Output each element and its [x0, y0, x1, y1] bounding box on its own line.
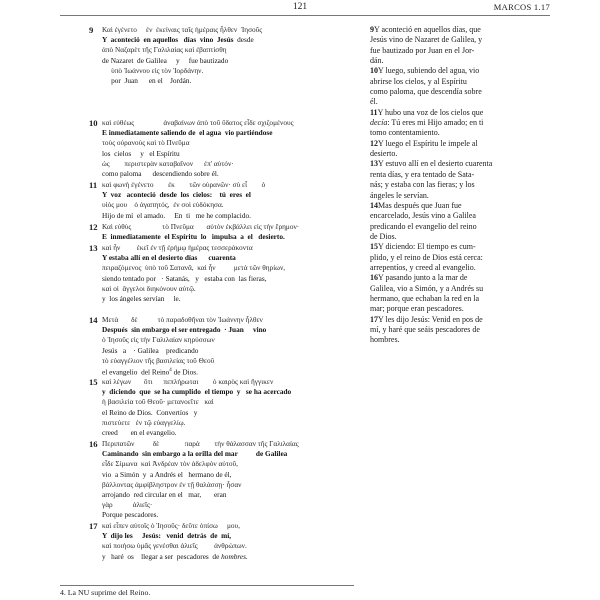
line-text: Μετὰ δὲ τὸ παραδοθῆναι τὸν Ἰωάννην ἦλθεν [102, 315, 263, 324]
line-text: Después sin embargo el ser entregado · Juan vino [102, 325, 267, 335]
verse-block-14 [89, 315, 364, 378]
line-text: Jesús vino de Nazaret de Galilea, y [370, 35, 483, 45]
line-text: ὡς περιστερὰν καταβαῖνον ἐπ' αὐτόν· [102, 158, 234, 168]
line-text: Y pasando junto a la mar de [378, 273, 468, 283]
line-text: υἱός μου ὁ ἀγαπητός, ἐν σοὶ εὐδόκησα. [102, 200, 224, 210]
spanish-gloss-line [102, 253, 364, 263]
footnote-marker: 4 [169, 368, 172, 374]
line-text: E inmediatamente saliendo de el agua vio partiéndose [102, 128, 273, 138]
line-text: καὶ εἶπεν αὐτοῖς ὁ Ἰησοῦς· δεῦτε ὀπίσω μου, [102, 521, 240, 530]
spanish-gloss-line [102, 274, 364, 284]
line-text: creed en el evangelio. [102, 428, 177, 438]
spanish-gloss-line [102, 190, 364, 200]
translation-verse-number: 13 [370, 159, 378, 169]
line-text: Hijo de mí el amado. En ti me he complacido. [102, 210, 251, 220]
translation-line [370, 273, 550, 283]
spanish-gloss-line [102, 128, 364, 138]
italic-word: hombres. [221, 551, 248, 561]
line-text: γὰρ ἁλιεῖς· [102, 500, 153, 510]
greek-line [102, 541, 364, 551]
line-text: Y aconteció en aquellos días vino Jesús [102, 35, 238, 45]
line-text: Περιπατῶν δὲ παρὰ τὴν θάλασσαν τῆς Γαλιλαίας [102, 439, 299, 448]
spanish-gloss-line [102, 346, 364, 356]
line-tail: desde [237, 35, 254, 45]
page-number: 121 [292, 2, 308, 12]
verse-block-13 [89, 243, 364, 304]
italic-word: decía [370, 118, 388, 128]
line-text: el Reino de Dios. Convertíos y [102, 407, 198, 417]
translation-line [370, 325, 550, 335]
line-text: los cielos y el Espíritu [102, 148, 180, 158]
spanish-gloss-line [102, 408, 364, 418]
spanish-gloss-line [102, 490, 364, 500]
line-text: de Dios. [370, 231, 397, 241]
greek-line [102, 180, 364, 190]
spanish-gloss-line [102, 470, 364, 480]
verse-number: 14 [89, 315, 98, 325]
verse-block-9 [89, 25, 364, 86]
line-text: hombres. [370, 335, 400, 345]
translation-line [370, 263, 550, 273]
greek-line [102, 356, 364, 366]
greek-line [102, 397, 364, 407]
line-text: arrepentíos, y creed al evangelio. [370, 262, 476, 272]
greek-line [102, 284, 364, 294]
spanish-gloss-line [102, 211, 364, 221]
translation-line [370, 253, 550, 263]
greek-line [102, 418, 364, 428]
footnote: 4. La NU suprime del Reino. [60, 588, 151, 597]
line-text: Mas después que Juan fue [378, 200, 462, 210]
verse-number: 17 [89, 521, 98, 531]
line-text: plido, y el reino de Dios está cerca: [370, 252, 483, 262]
greek-line [102, 377, 364, 387]
line-text: : Tú eres mi Hijo amado; en ti [387, 118, 484, 128]
translation-verse-number: 9 [370, 25, 374, 34]
line-text: καὶ ποιήσω ὑμᾶς γενέσθαι ἁλιεῖς ἀνθρώπων. [102, 541, 247, 551]
line-text: él. [370, 97, 378, 107]
line-text: y los ángeles servían le. [102, 294, 181, 304]
greek-line [102, 243, 364, 253]
greek-line [102, 263, 364, 273]
verse-block-15 [89, 377, 364, 438]
line-text: Y hubo una voz de los cielos que [377, 107, 484, 117]
spanish-gloss-line [102, 169, 364, 179]
translation-line [370, 232, 550, 242]
line-text: ángeles le servían. [370, 190, 429, 200]
translation-line [370, 242, 550, 252]
verse-number: 16 [89, 439, 98, 449]
spanish-gloss-line [102, 366, 364, 378]
verse-number: 11 [89, 180, 98, 190]
line-text: τὸ εὐαγγέλιον τῆς βασιλείας τοῦ Θεοῦ [102, 355, 215, 365]
translation-line [370, 211, 550, 221]
line-text: Y luego el Espíritu le impele al [378, 138, 478, 148]
verse-block-17 [89, 521, 364, 562]
line-text: ἀπὸ Ναζαρὲτ τῆς Γαλιλαίας καὶ ἐβαπτίσθη [102, 45, 227, 55]
verse-number: 9 [89, 25, 94, 35]
translation-line [370, 87, 550, 97]
line-text: encarcelado, Jesús vino a Galilea [370, 211, 476, 221]
greek-line [102, 222, 364, 232]
greek-line [102, 200, 364, 210]
translation-line [370, 108, 550, 118]
line-text: πιστεύετε ἐν τῷ εὐαγγελίῳ. [102, 417, 186, 427]
translation-verse-number: 15 [370, 242, 378, 252]
spanish-gloss-line [102, 531, 364, 541]
greek-line [102, 439, 364, 449]
spanish-gloss-line [102, 387, 364, 397]
translation-line [370, 66, 550, 76]
translation-line [370, 284, 550, 294]
line-text: Y estuvo allí en el desierto cuarenta [378, 159, 493, 169]
line-text: siendo tentado por · Satanás, y estaba con las fieras, [102, 273, 267, 283]
line-text: Y estaba allí en el desierto días cuarenta [102, 253, 236, 263]
translation-verse-number: 12 [370, 138, 378, 148]
line-text: Καὶ ἐγένετο ἐν ἐκείναις ταῖς ἡμέραις ἦλθεν Ἰησοῦς [102, 25, 263, 34]
line-text: Καὶ εὐθὺς τὸ Πνεῦμα αὐτὸν ἐκβάλλει εἰς τὴν ἔρημον· [102, 222, 300, 231]
translation-line [370, 56, 550, 66]
translation-line [370, 315, 550, 325]
line-text: el evangelio del Reino [102, 367, 170, 377]
line-text: como paloma, que descendía sobre [370, 87, 482, 97]
line-text: καὶ ἦν ἐκεῖ ἐν τῇ ἐρήμῳ ἡμέρας τεσσεράκοντα [102, 243, 253, 252]
translation-line [370, 149, 550, 159]
line-text: καὶ οἱ ἄγγελοι διηκόνουν αὐτῷ. [102, 283, 196, 293]
line-text: renta días, y era tentado de Sata- [370, 169, 475, 179]
line-text: de Nazaret de Galilea y fue bautizado [102, 55, 229, 65]
greek-line [102, 45, 364, 55]
translation-line [370, 128, 550, 138]
spanish-gloss-line [102, 428, 364, 438]
line-text: mar; porque eran pescadores. [370, 304, 464, 314]
line-text: y haré os llegar a ser pescadores de [102, 551, 222, 561]
translation-line [370, 139, 550, 149]
line-text: καὶ λέγων ὅτι πεπλήρωται ὁ καιρὸς καὶ ἤγγικεν [102, 377, 274, 386]
running-head: MARCOS 1.17 [493, 2, 550, 12]
spanish-gloss-line [102, 325, 364, 335]
greek-line [102, 159, 364, 169]
greek-line [102, 118, 364, 128]
translation-line [370, 97, 550, 107]
translation-verse-number: 17 [370, 314, 378, 324]
translation-line [370, 304, 550, 314]
line-text: vio a Simón y a Andrés el hermano de él, [102, 469, 232, 479]
spanish-gloss-line [102, 56, 364, 66]
spanish-gloss-line [102, 76, 364, 86]
line-text: Galilea, vio a Simón, y a Andrés su [370, 283, 484, 293]
greek-line [102, 335, 364, 345]
spanish-gloss-line [102, 232, 364, 242]
translation-line [370, 170, 550, 180]
verse-block-11 [89, 180, 364, 221]
line-text: καὶ φωνὴ ἐγένετο ἐκ τῶν οὐρανῶν· σὺ εἶ ὁ [102, 180, 266, 189]
line-text: εἶδε Σίμωνα καὶ Ἀνδρέαν τὸν ἀδελφὸν αὐτοῦ, [102, 459, 238, 469]
line-tail: de Dios. [171, 367, 198, 377]
greek-line [102, 480, 364, 490]
line-text: predicando el evangelio del reino [370, 221, 477, 231]
translation-column [370, 25, 550, 346]
line-text: βάλλοντας ἀμφίβληστρον ἐν τῇ θαλάσσῃ· ἦσαν [102, 479, 242, 489]
translation-verse-number: 14 [370, 200, 378, 210]
spanish-gloss-line [102, 449, 364, 459]
greek-line [102, 500, 364, 510]
line-text: Y luego, subiendo del agua, vio [378, 66, 480, 76]
translation-verse-number: 11 [370, 107, 378, 117]
spanish-gloss-line [102, 35, 364, 45]
line-text: Caminando sin embargo a la orilla del mar de Galilea [102, 449, 288, 459]
line-text: καὶ εὐθέως ἀναβαίνων ἀπὸ τοῦ ὕδατος εἶδε σχιζομένους [102, 118, 294, 127]
line-text: como paloma descendiendo sobre él. [102, 169, 219, 179]
greek-line [102, 25, 364, 35]
greek-line [102, 138, 364, 148]
line-text: y diciendo que se ha cumplido el tiempo y se ha acercado [102, 387, 292, 397]
translation-line [370, 201, 550, 211]
greek-line [102, 459, 364, 469]
translation-verse-number: 10 [370, 66, 378, 76]
line-text: Y aconteció en aquellos días, que [374, 25, 481, 34]
verse-block-12 [89, 222, 364, 242]
spanish-gloss-line [102, 294, 364, 304]
translation-line [370, 77, 550, 87]
translation-line [370, 159, 550, 169]
header-rule [60, 15, 550, 16]
line-text: Y dijo les Jesús: venid detrás de mí, [102, 531, 232, 541]
verse-number: 12 [89, 222, 98, 232]
line-text: ἡ βασιλεία τοῦ Θεοῦ· μετανοεῖτε καὶ [102, 397, 214, 407]
line-text: E inmediatamente el Espíritu lo impulsa a el desierto. [102, 232, 285, 242]
spanish-gloss-line [102, 552, 364, 562]
verse-number: 15 [89, 377, 98, 387]
greek-line [102, 521, 364, 531]
translation-line [370, 25, 550, 35]
verse-block-10 [89, 118, 364, 179]
verse-number: 10 [89, 118, 98, 128]
line-text: ὁ Ἰησοῦς εἰς τὴν Γαλιλαίαν κηρύσσων [102, 335, 215, 345]
translation-line [370, 191, 550, 201]
spanish-gloss-line [102, 510, 364, 520]
translation-line [370, 118, 550, 128]
translation-line [370, 335, 550, 345]
translation-line [370, 222, 550, 232]
line-text: dán. [370, 56, 384, 66]
line-text: Porque pescadores. [102, 510, 159, 520]
line-text: πειραζόμενος ὑπὸ τοῦ Σατανᾶ, καὶ ἦν μετὰ τῶν θηρίων, [102, 263, 286, 273]
translation-line [370, 180, 550, 190]
line-text: Y diciendo: El tiempo es cum- [378, 242, 476, 252]
line-text: Y voz aconteció desde los cielos: tú eres el [102, 190, 251, 200]
line-text: τοὺς οὐρανοὺς καὶ τὸ Πνεῦμα [102, 138, 190, 148]
translation-line [370, 35, 550, 45]
line-text: arrojando red circular en el mar, eran [102, 490, 227, 500]
verse-number: 13 [89, 243, 98, 253]
line-text: abrirse los cielos, y al Espíritu [370, 76, 467, 86]
translation-line [370, 46, 550, 56]
line-text: Y les dijo Jesús: Venid en pos de [378, 314, 483, 324]
spanish-gloss-line [102, 149, 364, 159]
line-text: mí, y haré que seáis pescadores de [370, 324, 480, 334]
line-text: por Juan en el Jordán. [102, 76, 192, 86]
footnote-rule [60, 585, 354, 586]
translation-line [370, 294, 550, 304]
line-text: nás; y estaba con las fieras; y los [370, 180, 475, 190]
line-text: ὑπὸ Ἰωάννου εἰς τὸν Ἰορδάνην. [102, 65, 204, 75]
line-text: fue bautizado por Juan en el Jor- [370, 45, 475, 55]
verse-block-16 [89, 439, 364, 521]
line-text: desierto. [370, 149, 398, 159]
translation-verse-number: 16 [370, 273, 378, 283]
greek-line [102, 315, 364, 325]
line-text: Jesús a · Galilea predicando [102, 345, 199, 355]
greek-line [102, 66, 364, 76]
line-text: hermano, que echaban la red en la [370, 293, 480, 303]
line-text: tomo contentamiento. [370, 128, 440, 138]
